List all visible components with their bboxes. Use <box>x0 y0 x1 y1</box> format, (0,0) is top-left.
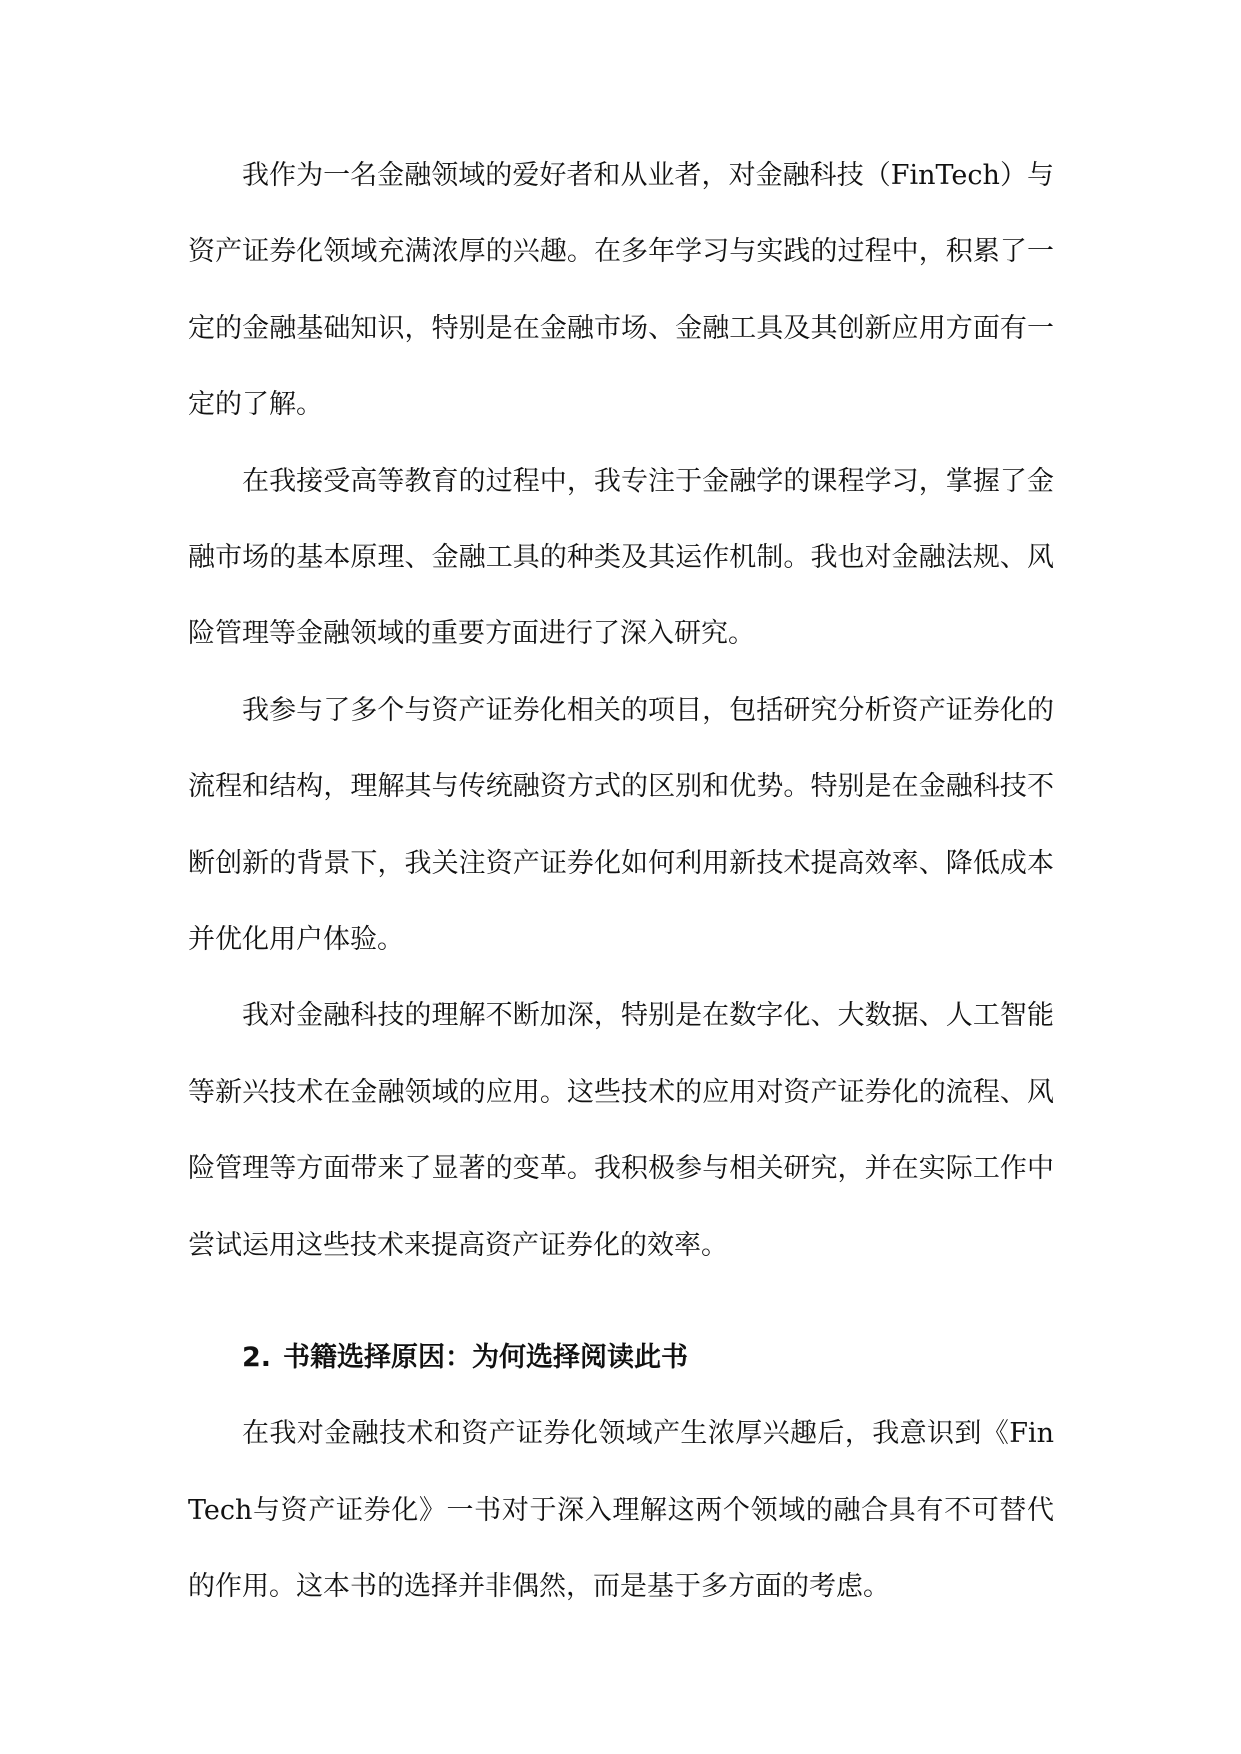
paragraph-intro: 我作为一名金融领域的爱好者和从业者，对金融科技（FinTech）与资产证券化领域充满浓厚的兴趣。在多年学习与实践的过程中，积累了一定的金融基础知识，特别是在金融市场、金融工具及其创新应用方面有一定的了解。 <box>188 160 1054 421</box>
paragraph-book-choice: 在我对金融技术和资产证券化领域产生浓厚兴趣后，我意识到《FinTech与资产证券化》一书对于深入理解这两个领域的融合具有不可替代的作用。这本书的选择并非偶然，而是基于多方面的考虑。 <box>188 1418 1054 1602</box>
section-number: 2. <box>242 1342 272 1374</box>
paragraph-education: 在我接受高等教育的过程中，我专注于金融学的课程学习，掌握了金融市场的基本原理、金融工具的种类及其运作机制。我也对金融法规、风险管理等金融领域的重要方面进行了深入研究。 <box>188 465 1054 650</box>
paragraph-fintech-understanding: 我对金融科技的理解不断加深，特别是在数字化、大数据、人工智能等新兴技术在金融领域的应用。这些技术的应用对资产证券化的流程、风险管理等方面带来了显著的变革。我积极参与相关研究，并在实际工作中尝试运用这些技术来提高资产证券化的效率。 <box>188 1000 1054 1261</box>
paragraph-projects: 我参与了多个与资产证券化相关的项目，包括研究分析资产证券化的流程和结构，理解其与传统融资方式的区别和优势。特别是在金融科技不断创新的背景下，我关注资产证券化如何利用新技术提高效率、降低成本并优化用户体验。 <box>188 694 1054 956</box>
section-title: 书籍选择原因：为何选择阅读此书 <box>283 1342 689 1374</box>
section-heading <box>188 1320 1054 1396</box>
document-body <box>188 138 1054 1625</box>
heading-spacer <box>188 1284 1054 1320</box>
